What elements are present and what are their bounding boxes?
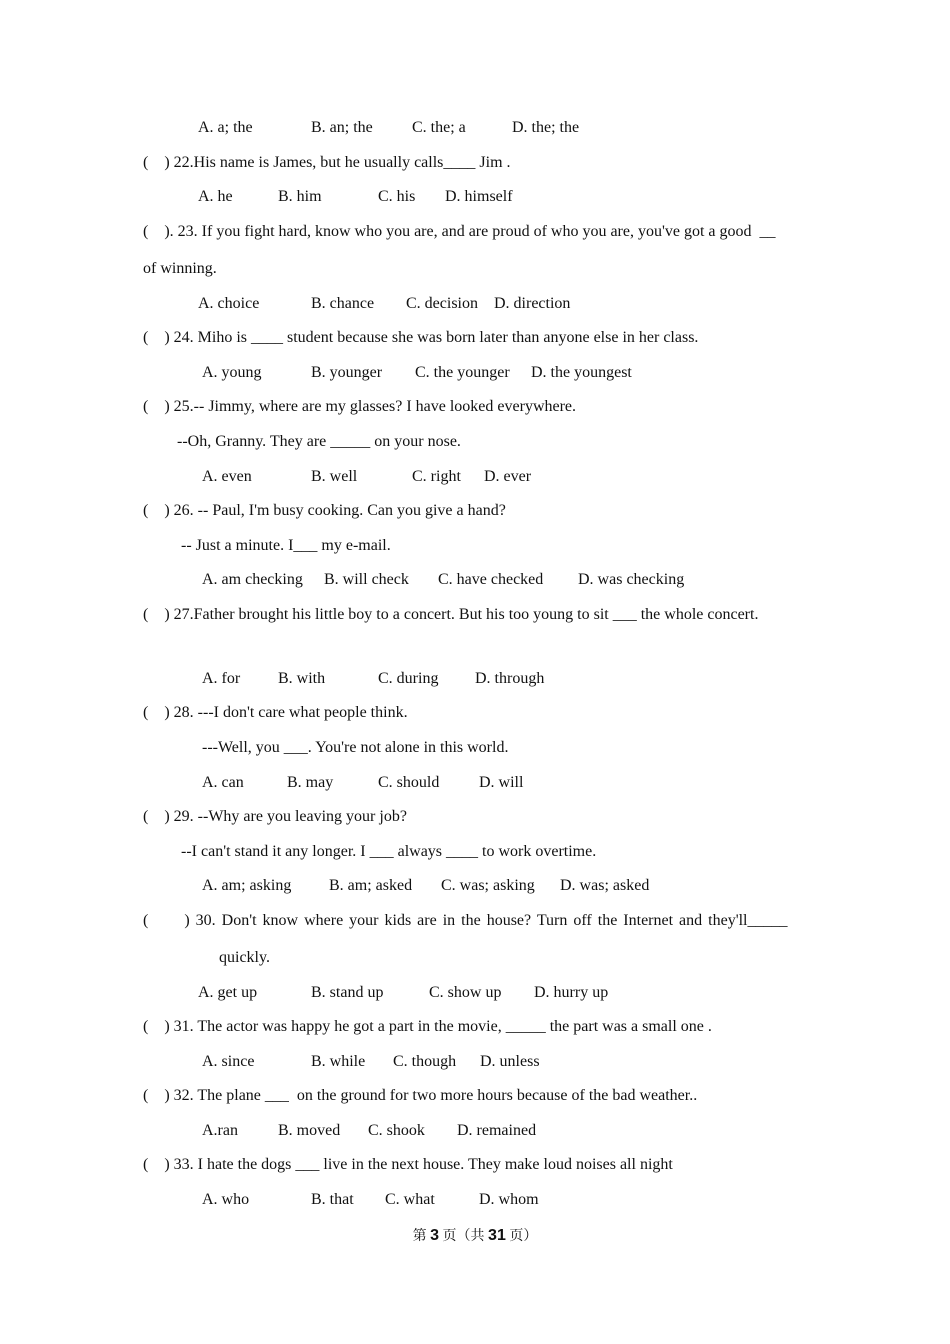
- q29-stem: ( ) 29. --Why are you leaving your job?: [143, 808, 407, 825]
- q32-stem: ( ) 32. The plane ___ on the ground for two more hours because of the bad weather..: [143, 1087, 698, 1104]
- q21-option-a: A. a; the: [198, 119, 253, 136]
- q33-stem: ( ) 33. I hate the dogs ___ live in the next house. They make loud noises all night: [143, 1156, 673, 1173]
- q23-option-b: B. chance: [311, 295, 375, 312]
- q27-option-d: D. through: [475, 670, 545, 687]
- q28-option-a: A. can: [202, 774, 244, 791]
- q26-option-b: B. will check: [324, 571, 409, 588]
- q23-option-c: C. decision: [406, 295, 478, 312]
- q29-option-b: B. am; asked: [329, 877, 413, 894]
- q21-option-b: B. an; the: [311, 119, 373, 136]
- q33-option-c: C. what: [385, 1191, 435, 1208]
- q27-option-b: B. with: [278, 670, 326, 687]
- q30-option-d: D. hurry up: [534, 984, 609, 1001]
- q32-option-a: A.ran: [202, 1122, 238, 1139]
- q25-dialog: --Oh, Granny. They are _____ on your nose.: [177, 433, 461, 450]
- q25-option-c: C. right: [412, 468, 461, 485]
- q24-stem: ( ) 24. Miho is ____ student because she was born later than anyone else in her class.: [143, 329, 699, 346]
- q29-option-d: D. was; asked: [560, 877, 650, 894]
- q32-option-c: C. shook: [368, 1122, 425, 1139]
- q33-option-a: A. who: [202, 1191, 250, 1208]
- q21-option-d: D. the; the: [512, 119, 580, 136]
- q25-option-a: A. even: [202, 468, 252, 485]
- q30-option-a: A. get up: [198, 984, 258, 1001]
- q25-option-b: B. well: [311, 468, 358, 485]
- q32-option-b: B. moved: [278, 1122, 341, 1139]
- q24-option-a: A. young: [202, 364, 262, 381]
- q30-option-c: C. show up: [429, 984, 502, 1001]
- q27-stem: ( ) 27.Father brought his little boy to a concert. But his too young to sit ___ the whole concert.: [143, 606, 759, 623]
- q27-option-a: A. for: [202, 670, 241, 687]
- q22-option-b: B. him: [278, 188, 322, 205]
- q27-option-c: C. during: [378, 670, 439, 687]
- q23-option-d: D. direction: [494, 295, 571, 312]
- q26-stem: ( ) 26. -- Paul, I'm busy cooking. Can you give a hand?: [143, 502, 506, 519]
- q22-option-d: D. himself: [445, 188, 513, 205]
- q26-option-c: C. have checked: [438, 571, 544, 588]
- q22-stem: ( ) 22.His name is James, but he usually calls____ Jim .: [143, 154, 511, 171]
- q24-option-d: D. the youngest: [531, 364, 632, 381]
- q22-option-c: C. his: [378, 188, 416, 205]
- footer-page-number: 3: [430, 1227, 440, 1244]
- q26-option-d: D. was checking: [578, 571, 685, 588]
- q28-option-b: B. may: [287, 774, 334, 791]
- q24-option-c: C. the younger: [415, 364, 510, 381]
- q29-option-c: C. was; asking: [441, 877, 535, 894]
- q22-option-a: A. he: [198, 188, 233, 205]
- q33-option-b: B. that: [311, 1191, 354, 1208]
- q31-stem: ( ) 31. The actor was happy he got a part in the movie, _____ the part was a small one .: [143, 1018, 712, 1035]
- q23-stem: ( ). 23. If you fight hard, know who you are, and are proud of who you are, you've got a good __: [143, 223, 776, 240]
- q26-option-a: A. am checking: [202, 571, 303, 588]
- q31-option-a: A. since: [202, 1053, 255, 1070]
- page-footer: [0, 1226, 950, 1247]
- q30-stem-continued: quickly.: [219, 949, 270, 966]
- q28-stem: ( ) 28. ---I don't care what people think.: [143, 704, 408, 721]
- q30-option-b: B. stand up: [311, 984, 384, 1001]
- q31-option-b: B. while: [311, 1053, 366, 1070]
- q28-option-c: C. should: [378, 774, 440, 791]
- q24-option-b: B. younger: [311, 364, 383, 381]
- q29-option-a: A. am; asking: [202, 877, 292, 894]
- q31-option-d: D. unless: [480, 1053, 540, 1070]
- q32-option-d: D. remained: [457, 1122, 537, 1139]
- q33-option-d: D. whom: [479, 1191, 539, 1208]
- q21-option-c: C. the; a: [412, 119, 466, 136]
- footer-prefix: 第: [412, 1229, 431, 1244]
- q25-option-d: D. ever: [484, 468, 532, 485]
- footer-suffix: 页）: [505, 1229, 538, 1244]
- q23-option-a: A. choice: [198, 295, 260, 312]
- footer-middle: 页（共: [439, 1229, 489, 1244]
- q29-dialog: --I can't stand it any longer. I ___ always ____ to work overtime.: [181, 843, 597, 860]
- q28-option-d: D. will: [479, 774, 524, 791]
- q25-stem: ( ) 25.-- Jimmy, where are my glasses? I have looked everywhere.: [143, 398, 577, 415]
- q30-stem: ( ) 30. Don't know where your kids are in the house? Turn off the Internet and they'll_____: [143, 912, 788, 929]
- q23-stem-continued: of winning.: [143, 260, 217, 277]
- q26-dialog: -- Just a minute. I___ my e-mail.: [181, 537, 391, 554]
- q31-option-c: C. though: [393, 1053, 457, 1070]
- footer-total-pages: 31: [488, 1227, 506, 1244]
- q28-dialog: ---Well, you ___. You're not alone in this world.: [202, 739, 509, 756]
